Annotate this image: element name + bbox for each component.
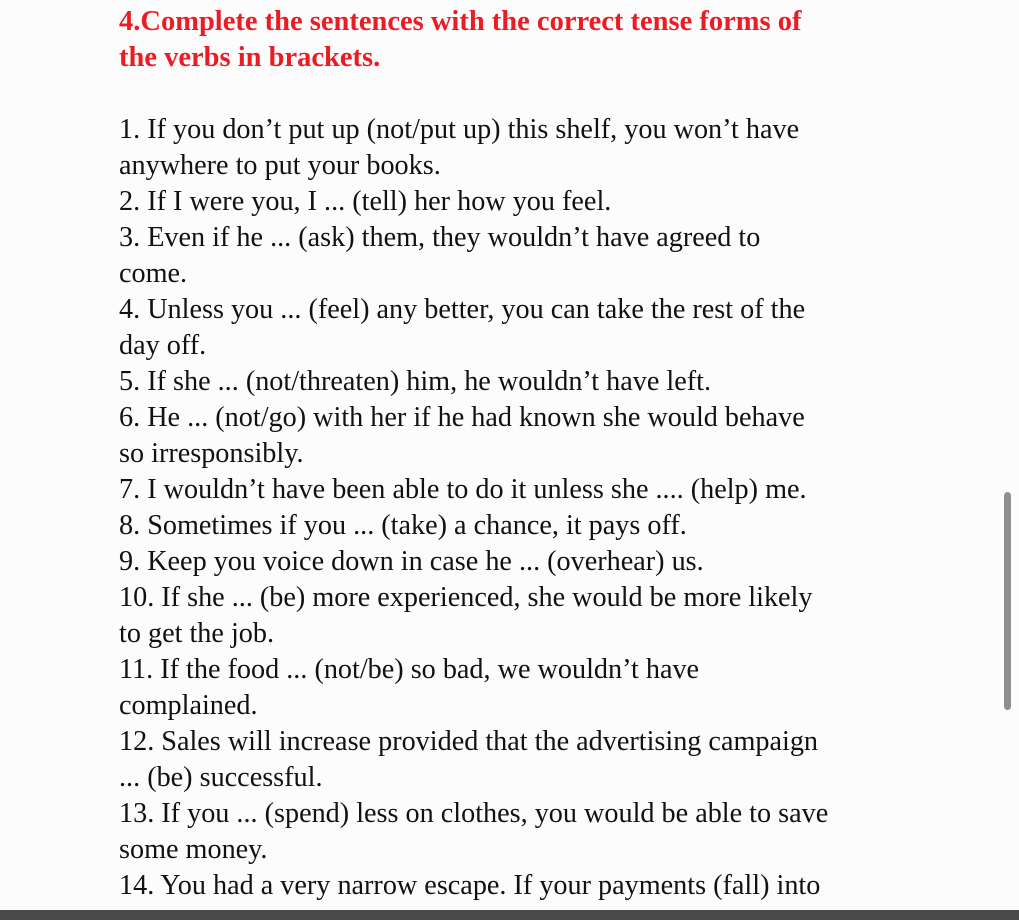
exercise-item-12 — [119, 724, 939, 796]
exercise-item-2 — [119, 184, 939, 220]
exercise-item-7 — [119, 472, 939, 508]
exercise-item-4 — [119, 292, 939, 364]
exercise-item-line: ... (be) successful. — [119, 762, 323, 793]
exercise-item-line: complained. — [119, 690, 258, 721]
exercise-item-10 — [119, 580, 939, 652]
exercise-title-line: 4.Complete the sentences with the correct tense forms of — [119, 6, 802, 37]
exercise-item-line: 7. I wouldn’t have been able to do it unless she .... (help) me. — [119, 474, 807, 505]
exercise-item-6 — [119, 400, 939, 472]
exercise-item-3 — [119, 220, 939, 292]
exercise-item-8 — [119, 508, 939, 544]
exercise-item-line: to get the job. — [119, 618, 275, 649]
exercise-item-line: 1. If you don’t put up (not/put up) this shelf, you won’t have — [119, 114, 800, 145]
exercise-item-line: so irresponsibly. — [119, 438, 304, 469]
exercise-title-line: the verbs in brackets. — [119, 42, 381, 73]
exercise-item-line: 14. You had a very narrow escape. If your payments (fall) into — [119, 870, 821, 901]
exercise-item-1 — [119, 112, 939, 184]
exercise-item-line: 2. If I were you, I ... (tell) her how you feel. — [119, 186, 612, 217]
exercise-item-line: 13. If you ... (spend) less on clothes, you would be able to save — [119, 798, 829, 829]
bottom-edge-bar — [0, 910, 1019, 920]
exercise-item-14 — [119, 868, 939, 904]
exercise-item-line: 3. Even if he ... (ask) them, they wouldn’t have agreed to — [119, 222, 761, 253]
exercise-item-line: 12. Sales will increase provided that the advertising campaign — [119, 726, 819, 757]
exercise-item-line: 6. He ... (not/go) with her if he had known she would behave — [119, 402, 805, 433]
exercise-item-line: some money. — [119, 834, 268, 865]
exercise-item-line: 10. If she ... (be) more experienced, she would be more likely — [119, 582, 813, 613]
exercise-list — [119, 112, 939, 904]
exercise-item-line: anywhere to put your books. — [119, 150, 441, 181]
exercise-item-line: 11. If the food ... (not/be) so bad, we wouldn’t have — [119, 654, 700, 685]
exercise-item-5 — [119, 364, 939, 400]
exercise-item-line: day off. — [119, 330, 207, 361]
exercise-item-line: 5. If she ... (not/threaten) him, he wouldn’t have left. — [119, 366, 712, 397]
exercise-item-line: 8. Sometimes if you ... (take) a chance, it pays off. — [119, 510, 687, 541]
exercise-item-11 — [119, 652, 939, 724]
vertical-scrollbar[interactable] — [1004, 492, 1011, 710]
exercise-item-13 — [119, 796, 939, 868]
exercise-title — [119, 4, 919, 76]
exercise-item-line: come. — [119, 258, 188, 289]
exercise-item-line: 9. Keep you voice down in case he ... (overhear) us. — [119, 546, 704, 577]
exercise-item-line: 4. Unless you ... (feel) any better, you can take the rest of the — [119, 294, 806, 325]
exercise-item-9 — [119, 544, 939, 580]
